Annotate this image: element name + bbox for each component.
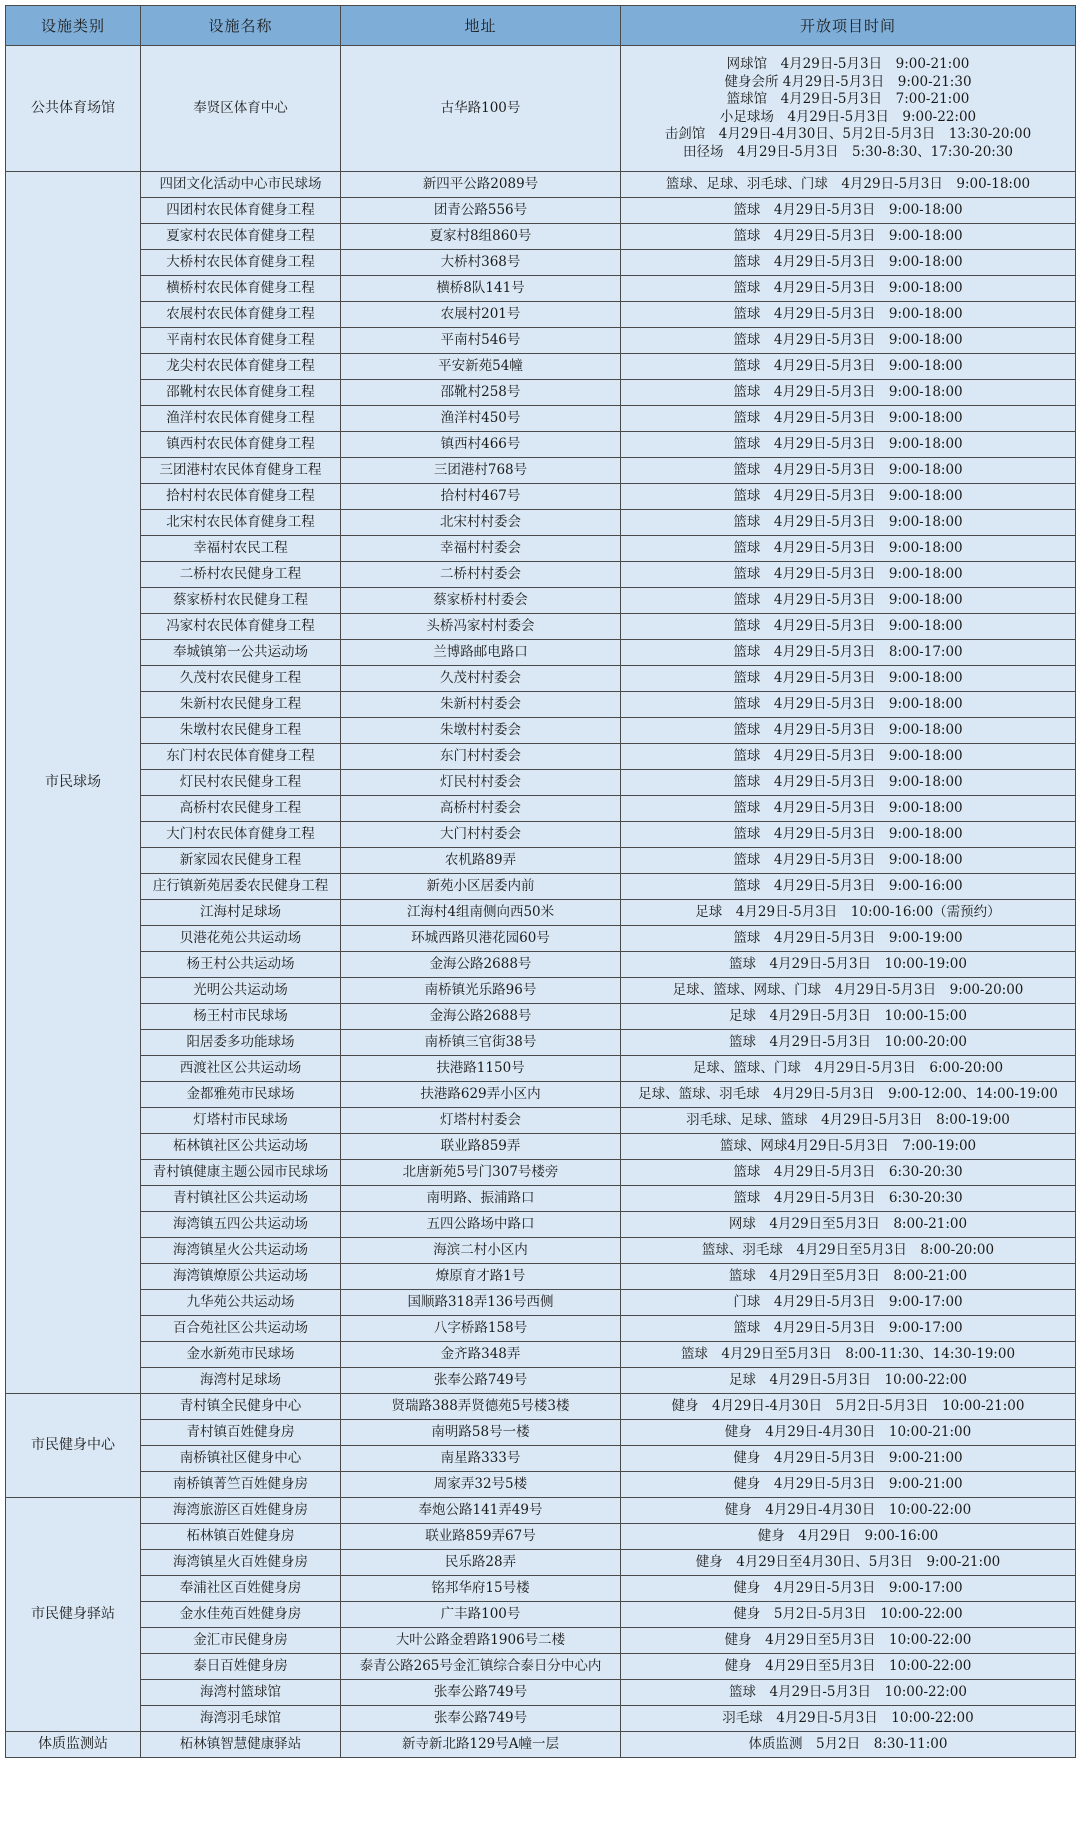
- table-row: [6, 562, 1076, 588]
- facility-name: 蔡家桥村农民健身工程: [141, 588, 341, 614]
- facility-name: 杨王村市民球场: [141, 1004, 341, 1030]
- facility-name: 大桥村农民体育健身工程: [141, 250, 341, 276]
- facility-name: 海湾村足球场: [141, 1368, 341, 1394]
- facility-name: 金水新苑市民球场: [141, 1342, 341, 1368]
- facility-address: 奉炮公路141弄49号: [341, 1498, 621, 1524]
- table-row: [6, 1316, 1076, 1342]
- table-row: [6, 588, 1076, 614]
- table-row: [6, 172, 1076, 198]
- facility-name: 拾村村农民体育健身工程: [141, 484, 341, 510]
- facility-name: 柘林镇百姓健身房: [141, 1524, 341, 1550]
- table-body: [6, 46, 1076, 1758]
- facility-name: 海湾镇星火公共运动场: [141, 1238, 341, 1264]
- facility-name: 青村镇社区公共运动场: [141, 1186, 341, 1212]
- facility-name: 四团文化活动中心市民球场: [141, 172, 341, 198]
- table-row: [6, 1576, 1076, 1602]
- facility-address: 久茂村村委会: [341, 666, 621, 692]
- open-time: 健身 4月29日-5月3日 9:00-21:00: [621, 1446, 1076, 1472]
- open-time: 健身 5月2日-5月3日 10:00-22:00: [621, 1602, 1076, 1628]
- facility-address: 南桥镇三官街38号: [341, 1030, 621, 1056]
- open-time: 足球 4月29日-5月3日 10:00-16:00（需预约）: [621, 900, 1076, 926]
- facility-address: 三团港村768号: [341, 458, 621, 484]
- facility-address: 大门村村委会: [341, 822, 621, 848]
- open-time: 足球、篮球、门球 4月29日-5月3日 6:00-20:00: [621, 1056, 1076, 1082]
- open-time: 足球 4月29日-5月3日 10:00-22:00: [621, 1368, 1076, 1394]
- table-row: [6, 380, 1076, 406]
- open-time: 篮球 4月29日-5月3日 9:00-18:00: [621, 666, 1076, 692]
- open-time: 篮球 4月29日-5月3日 6:30-20:30: [621, 1186, 1076, 1212]
- facility-address: 联业路859弄67号: [341, 1524, 621, 1550]
- table-row: [6, 1290, 1076, 1316]
- table-row: [6, 1654, 1076, 1680]
- header-category: 设施类别: [6, 6, 141, 46]
- facility-name: 江海村足球场: [141, 900, 341, 926]
- table-row: [6, 1134, 1076, 1160]
- facility-name: 横桥村农民体育健身工程: [141, 276, 341, 302]
- table-row: [6, 250, 1076, 276]
- facility-address: 五四公路场中路口: [341, 1212, 621, 1238]
- table-row: [6, 614, 1076, 640]
- table-row: [6, 692, 1076, 718]
- table-row: [6, 458, 1076, 484]
- open-time: 健身 4月29日-5月3日 9:00-21:00: [621, 1472, 1076, 1498]
- table-row: [6, 900, 1076, 926]
- open-time: 篮球 4月29日-5月3日 9:00-17:00: [621, 1316, 1076, 1342]
- table-row: [6, 666, 1076, 692]
- table-row: [6, 1628, 1076, 1654]
- open-time: 健身 4月29日至4月30日、5月3日 9:00-21:00: [621, 1550, 1076, 1576]
- facility-address: 高桥村村委会: [341, 796, 621, 822]
- open-time: 羽毛球、足球、篮球 4月29日-5月3日 8:00-19:00: [621, 1108, 1076, 1134]
- facility-address: 平南村546号: [341, 328, 621, 354]
- table-row: [6, 1732, 1076, 1758]
- table-row: [6, 952, 1076, 978]
- table-row: [6, 1160, 1076, 1186]
- open-time: 篮球 4月29日至5月3日 8:00-11:30、14:30-19:00: [621, 1342, 1076, 1368]
- table-row: [6, 1186, 1076, 1212]
- facility-name: 金都雅苑市民球场: [141, 1082, 341, 1108]
- facility-name: 金汇市民健身房: [141, 1628, 341, 1654]
- facility-name: 南桥镇社区健身中心: [141, 1446, 341, 1472]
- open-time: 篮球 4月29日-5月3日 9:00-18:00: [621, 276, 1076, 302]
- facility-address: 新寺新北路129号A幢一层: [341, 1732, 621, 1758]
- facility-name: 久茂村农民健身工程: [141, 666, 341, 692]
- facility-address: 八字桥路158号: [341, 1316, 621, 1342]
- open-time: 健身 4月29日 9:00-16:00: [621, 1524, 1076, 1550]
- facility-category: 公共体育场馆: [6, 46, 141, 172]
- open-time: 篮球 4月29日-5月3日 9:00-18:00: [621, 692, 1076, 718]
- open-time: 篮球 4月29日-5月3日 9:00-18:00: [621, 588, 1076, 614]
- facility-address: 蔡家桥村村委会: [341, 588, 621, 614]
- table-row: [6, 198, 1076, 224]
- table-row: [6, 1368, 1076, 1394]
- facility-address: 泰青公路265号金汇镇综合泰日分中心内: [341, 1654, 621, 1680]
- facility-name: 奉浦社区百姓健身房: [141, 1576, 341, 1602]
- table-row: [6, 718, 1076, 744]
- facility-name: 海湾镇五四公共运动场: [141, 1212, 341, 1238]
- facility-name: 灯塔村市民球场: [141, 1108, 341, 1134]
- facility-address: 南桥镇光乐路96号: [341, 978, 621, 1004]
- table-row: [6, 406, 1076, 432]
- open-time: 篮球 4月29日-5月3日 9:00-18:00: [621, 380, 1076, 406]
- facility-address: 兰博路邮电路口: [341, 640, 621, 666]
- table-row: [6, 744, 1076, 770]
- table-row: [6, 328, 1076, 354]
- facility-category: 市民健身驿站: [6, 1498, 141, 1732]
- open-time: 篮球 4月29日至5月3日 8:00-21:00: [621, 1264, 1076, 1290]
- open-time: 篮球 4月29日-5月3日 9:00-18:00: [621, 224, 1076, 250]
- facility-address: 渔洋村450号: [341, 406, 621, 432]
- facility-address: 金海公路2688号: [341, 952, 621, 978]
- open-time-line: 网球馆 4月29日-5月3日 9:00-21:00: [726, 56, 970, 72]
- open-time: 门球 4月29日-5月3日 9:00-17:00: [621, 1290, 1076, 1316]
- facility-address: 二桥村村委会: [341, 562, 621, 588]
- table-row: [6, 432, 1076, 458]
- table-row: [6, 874, 1076, 900]
- table-row: [6, 1056, 1076, 1082]
- facility-address: 北宋村村委会: [341, 510, 621, 536]
- open-time: 健身 4月29日-4月30日 5月2日-5月3日 10:00-21:00: [621, 1394, 1076, 1420]
- facility-address: 农机路89弄: [341, 848, 621, 874]
- table-row: [6, 1212, 1076, 1238]
- open-time: 篮球 4月29日-5月3日 10:00-19:00: [621, 952, 1076, 978]
- table-row: [6, 1446, 1076, 1472]
- facility-address: 铭邦华府15号楼: [341, 1576, 621, 1602]
- open-time: 篮球 4月29日-5月3日 9:00-18:00: [621, 770, 1076, 796]
- facility-name: 海湾镇星火百姓健身房: [141, 1550, 341, 1576]
- table-row: [6, 1030, 1076, 1056]
- header-row: [6, 6, 1076, 46]
- table-row: [6, 1082, 1076, 1108]
- facility-name: 邵靴村农民体育健身工程: [141, 380, 341, 406]
- table-row: [6, 1342, 1076, 1368]
- facility-address: 金海公路2688号: [341, 1004, 621, 1030]
- table-row: [6, 302, 1076, 328]
- open-time: 足球 4月29日-5月3日 10:00-15:00: [621, 1004, 1076, 1030]
- facility-name: 阳居委多功能球场: [141, 1030, 341, 1056]
- open-time: 篮球、网球4月29日-5月3日 7:00-19:00: [621, 1134, 1076, 1160]
- facility-name: 奉城镇第一公共运动场: [141, 640, 341, 666]
- facility-name: 九华苑公共运动场: [141, 1290, 341, 1316]
- header-open-time: 开放项目时间: [621, 6, 1076, 46]
- facility-name: 贝港花苑公共运动场: [141, 926, 341, 952]
- facility-name: 朱新村农民健身工程: [141, 692, 341, 718]
- table-row: [6, 1602, 1076, 1628]
- open-time: 篮球 4月29日-5月3日 9:00-18:00: [621, 562, 1076, 588]
- open-time: 篮球 4月29日-5月3日 9:00-18:00: [621, 328, 1076, 354]
- open-time: 篮球 4月29日-5月3日 9:00-18:00: [621, 536, 1076, 562]
- open-time: 健身 4月29日-5月3日 9:00-17:00: [621, 1576, 1076, 1602]
- facility-name: 西渡社区公共运动场: [141, 1056, 341, 1082]
- facility-address: 江海村4组南侧向西50米: [341, 900, 621, 926]
- open-time: 篮球 4月29日-5月3日 9:00-18:00: [621, 822, 1076, 848]
- facility-name: 镇西村农民体育健身工程: [141, 432, 341, 458]
- facility-address: 广丰路100号: [341, 1602, 621, 1628]
- facility-name: 北宋村农民体育健身工程: [141, 510, 341, 536]
- facility-address: 朱新村村委会: [341, 692, 621, 718]
- open-time: 健身 4月29日-4月30日 10:00-22:00: [621, 1498, 1076, 1524]
- facility-name: 灯民村农民健身工程: [141, 770, 341, 796]
- open-time: 足球、篮球、网球、门球 4月29日-5月3日 9:00-20:00: [621, 978, 1076, 1004]
- facility-address: 南明路58号一楼: [341, 1420, 621, 1446]
- table-header: [6, 6, 1076, 46]
- facility-address: 拾村村467号: [341, 484, 621, 510]
- open-time: 羽毛球 4月29日-5月3日 10:00-22:00: [621, 1706, 1076, 1732]
- table-row: [6, 1264, 1076, 1290]
- facility-address: 东门村村委会: [341, 744, 621, 770]
- open-time: 篮球 4月29日-5月3日 9:00-18:00: [621, 432, 1076, 458]
- facility-name: 杨王村公共运动场: [141, 952, 341, 978]
- table-row: [6, 1004, 1076, 1030]
- header-address: 地址: [341, 6, 621, 46]
- open-time: [621, 46, 1076, 172]
- facility-name: 三团港村农民体育健身工程: [141, 458, 341, 484]
- open-time: 篮球 4月29日-5月3日 9:00-18:00: [621, 354, 1076, 380]
- facility-category: 体质监测站: [6, 1732, 141, 1758]
- open-time: 篮球 4月29日-5月3日 9:00-18:00: [621, 406, 1076, 432]
- open-time: 健身 4月29日-4月30日 10:00-21:00: [621, 1420, 1076, 1446]
- facility-address: 邵靴村258号: [341, 380, 621, 406]
- facility-name: 柘林镇社区公共运动场: [141, 1134, 341, 1160]
- facility-name: 新家园农民健身工程: [141, 848, 341, 874]
- facility-address: 农展村201号: [341, 302, 621, 328]
- open-time: 篮球 4月29日-5月3日 9:00-18:00: [621, 484, 1076, 510]
- open-time-line: 小足球场 4月29日-5月3日 9:00-22:00: [719, 108, 977, 125]
- open-time: 篮球、足球、羽毛球、门球 4月29日-5月3日 9:00-18:00: [621, 172, 1076, 198]
- facility-address: 夏家村8组860号: [341, 224, 621, 250]
- open-time: 篮球 4月29日-5月3日 9:00-18:00: [621, 198, 1076, 224]
- open-time: 网球 4月29日至5月3日 8:00-21:00: [621, 1212, 1076, 1238]
- facility-name: 渔洋村农民体育健身工程: [141, 406, 341, 432]
- facility-address: 南星路333号: [341, 1446, 621, 1472]
- facility-name: 幸福村农民工程: [141, 536, 341, 562]
- facility-address: 扶港路1150号: [341, 1056, 621, 1082]
- table-row: [6, 822, 1076, 848]
- facility-address: 金齐路348弄: [341, 1342, 621, 1368]
- facility-name: 光明公共运动场: [141, 978, 341, 1004]
- facility-name: 海湾镇燎原公共运动场: [141, 1264, 341, 1290]
- facility-name: 金水佳苑百姓健身房: [141, 1602, 341, 1628]
- facility-name: 东门村农民体育健身工程: [141, 744, 341, 770]
- open-time: 篮球 4月29日-5月3日 9:00-18:00: [621, 614, 1076, 640]
- open-time: 篮球 4月29日-5月3日 9:00-18:00: [621, 744, 1076, 770]
- facility-address: 古华路100号: [341, 46, 621, 172]
- facility-address: 联业路859弄: [341, 1134, 621, 1160]
- facility-name: 夏家村农民体育健身工程: [141, 224, 341, 250]
- table-row: [6, 1550, 1076, 1576]
- facility-name: 柘林镇智慧健康驿站: [141, 1732, 341, 1758]
- facility-name: 平南村农民体育健身工程: [141, 328, 341, 354]
- facility-name: 二桥村农民健身工程: [141, 562, 341, 588]
- open-time-line: 田径场 4月29日-5月3日 5:30-8:30、17:30-20:30: [682, 143, 1014, 160]
- facility-address: 朱墩村村委会: [341, 718, 621, 744]
- facility-name: 朱墩村农民健身工程: [141, 718, 341, 744]
- facility-category: 市民球场: [6, 172, 141, 1394]
- open-time: 篮球 4月29日-5月3日 9:00-16:00: [621, 874, 1076, 900]
- facility-name: 百合苑社区公共运动场: [141, 1316, 341, 1342]
- facility-address: 大桥村368号: [341, 250, 621, 276]
- table-row: [6, 1680, 1076, 1706]
- table-row: [6, 510, 1076, 536]
- facility-address: 新苑小区居委内前: [341, 874, 621, 900]
- facility-address: 民乐路28弄: [341, 1550, 621, 1576]
- table-row: [6, 1498, 1076, 1524]
- facility-name: 高桥村农民健身工程: [141, 796, 341, 822]
- facility-address: 张奉公路749号: [341, 1706, 621, 1732]
- facility-address: 贤瑞路388弄贤德苑5号楼3楼: [341, 1394, 621, 1420]
- table-row: [6, 1706, 1076, 1732]
- table-row: [6, 1238, 1076, 1264]
- facility-name: 冯家村农民体育健身工程: [141, 614, 341, 640]
- facility-address: 大叶公路金碧路1906号二楼: [341, 1628, 621, 1654]
- table-row: [6, 354, 1076, 380]
- table-row: [6, 276, 1076, 302]
- open-time: 篮球 4月29日-5月3日 9:00-18:00: [621, 250, 1076, 276]
- facility-address: 灯塔村村委会: [341, 1108, 621, 1134]
- facility-address: 头桥冯家村村委会: [341, 614, 621, 640]
- facility-address: 南明路、振浦路口: [341, 1186, 621, 1212]
- facility-name: 海湾羽毛球馆: [141, 1706, 341, 1732]
- facility-address: 镇西村466号: [341, 432, 621, 458]
- open-time: 健身 4月29日至5月3日 10:00-22:00: [621, 1654, 1076, 1680]
- open-time: 篮球 4月29日-5月3日 9:00-18:00: [621, 796, 1076, 822]
- facility-address: 海滨二村小区内: [341, 1238, 621, 1264]
- table-row: [6, 848, 1076, 874]
- table-row: [6, 1108, 1076, 1134]
- table-row: [6, 536, 1076, 562]
- facility-name: 大门村农民体育健身工程: [141, 822, 341, 848]
- open-time: 篮球 4月29日-5月3日 8:00-17:00: [621, 640, 1076, 666]
- open-time: 篮球 4月29日-5月3日 9:00-19:00: [621, 926, 1076, 952]
- facility-name: 青村镇健康主题公园市民球场: [141, 1160, 341, 1186]
- facility-address: 团青公路556号: [341, 198, 621, 224]
- open-time: 篮球、羽毛球 4月29日至5月3日 8:00-20:00: [621, 1238, 1076, 1264]
- table-row: [6, 1420, 1076, 1446]
- facility-name: 龙尖村农民体育健身工程: [141, 354, 341, 380]
- facility-address: 张奉公路749号: [341, 1680, 621, 1706]
- table-row: [6, 1472, 1076, 1498]
- table-row: [6, 978, 1076, 1004]
- facility-name: 海湾村篮球馆: [141, 1680, 341, 1706]
- facility-address: 国顺路318弄136号西侧: [341, 1290, 621, 1316]
- facility-address: 横桥8队141号: [341, 276, 621, 302]
- facility-name: 南桥镇菁竺百姓健身房: [141, 1472, 341, 1498]
- open-time: 篮球 4月29日-5月3日 9:00-18:00: [621, 510, 1076, 536]
- facility-address: 北唐新苑5号门307号楼旁: [341, 1160, 621, 1186]
- table-row: [6, 484, 1076, 510]
- open-time: 篮球 4月29日-5月3日 6:30-20:30: [621, 1160, 1076, 1186]
- open-time-line: 篮球馆 4月29日-5月3日 7:00-21:00: [726, 91, 970, 107]
- open-time: 体质监测 5月2日 8:30-11:00: [621, 1732, 1076, 1758]
- facility-name: 泰日百姓健身房: [141, 1654, 341, 1680]
- table-row: [6, 640, 1076, 666]
- open-time: 篮球 4月29日-5月3日 10:00-20:00: [621, 1030, 1076, 1056]
- table-row: [6, 770, 1076, 796]
- facility-name: 四团村农民体育健身工程: [141, 198, 341, 224]
- open-time: 健身 4月29日至5月3日 10:00-22:00: [621, 1628, 1076, 1654]
- table-row: [6, 926, 1076, 952]
- table-row: [6, 1394, 1076, 1420]
- table-row: [6, 796, 1076, 822]
- facility-address: 环城西路贝港花园60号: [341, 926, 621, 952]
- facility-name: 青村镇全民健身中心: [141, 1394, 341, 1420]
- open-time: 篮球 4月29日-5月3日 9:00-18:00: [621, 848, 1076, 874]
- facility-category: 市民健身中心: [6, 1394, 141, 1498]
- facility-name: 农展村农民体育健身工程: [141, 302, 341, 328]
- facility-address: 周家弄32号5楼: [341, 1472, 621, 1498]
- facility-name: 海湾旅游区百姓健身房: [141, 1498, 341, 1524]
- facility-address: 新四平公路2089号: [341, 172, 621, 198]
- open-time: 篮球 4月29日-5月3日 9:00-18:00: [621, 458, 1076, 484]
- facility-address: 燎原育才路1号: [341, 1264, 621, 1290]
- table-row: [6, 1524, 1076, 1550]
- facility-address: 张奉公路749号: [341, 1368, 621, 1394]
- facility-name: 庄行镇新苑居委农民健身工程: [141, 874, 341, 900]
- open-time: 篮球 4月29日-5月3日 9:00-18:00: [621, 718, 1076, 744]
- open-time: 足球、篮球、羽毛球 4月29日-5月3日 9:00-12:00、14:00-19:00: [621, 1082, 1076, 1108]
- facility-address: 灯民村村委会: [341, 770, 621, 796]
- header-facility-name: 设施名称: [141, 6, 341, 46]
- open-time-line: 健身会所 4月29日-5月3日 9:00-21:30: [724, 73, 972, 90]
- facility-address: 幸福村村委会: [341, 536, 621, 562]
- facility-name: 奉贤区体育中心: [141, 46, 341, 172]
- open-time: 篮球 4月29日-5月3日 10:00-22:00: [621, 1680, 1076, 1706]
- table-row: [6, 46, 1076, 172]
- facility-name: 青村镇百姓健身房: [141, 1420, 341, 1446]
- facility-address: 平安新苑54幢: [341, 354, 621, 380]
- open-time-line: 击剑馆 4月29日-4月30日、5月2日-5月3日 13:30-20:00: [664, 126, 1032, 142]
- open-time: 篮球 4月29日-5月3日 9:00-18:00: [621, 302, 1076, 328]
- table-row: [6, 224, 1076, 250]
- facility-schedule-table: [5, 5, 1076, 1758]
- facility-address: 扶港路629弄小区内: [341, 1082, 621, 1108]
